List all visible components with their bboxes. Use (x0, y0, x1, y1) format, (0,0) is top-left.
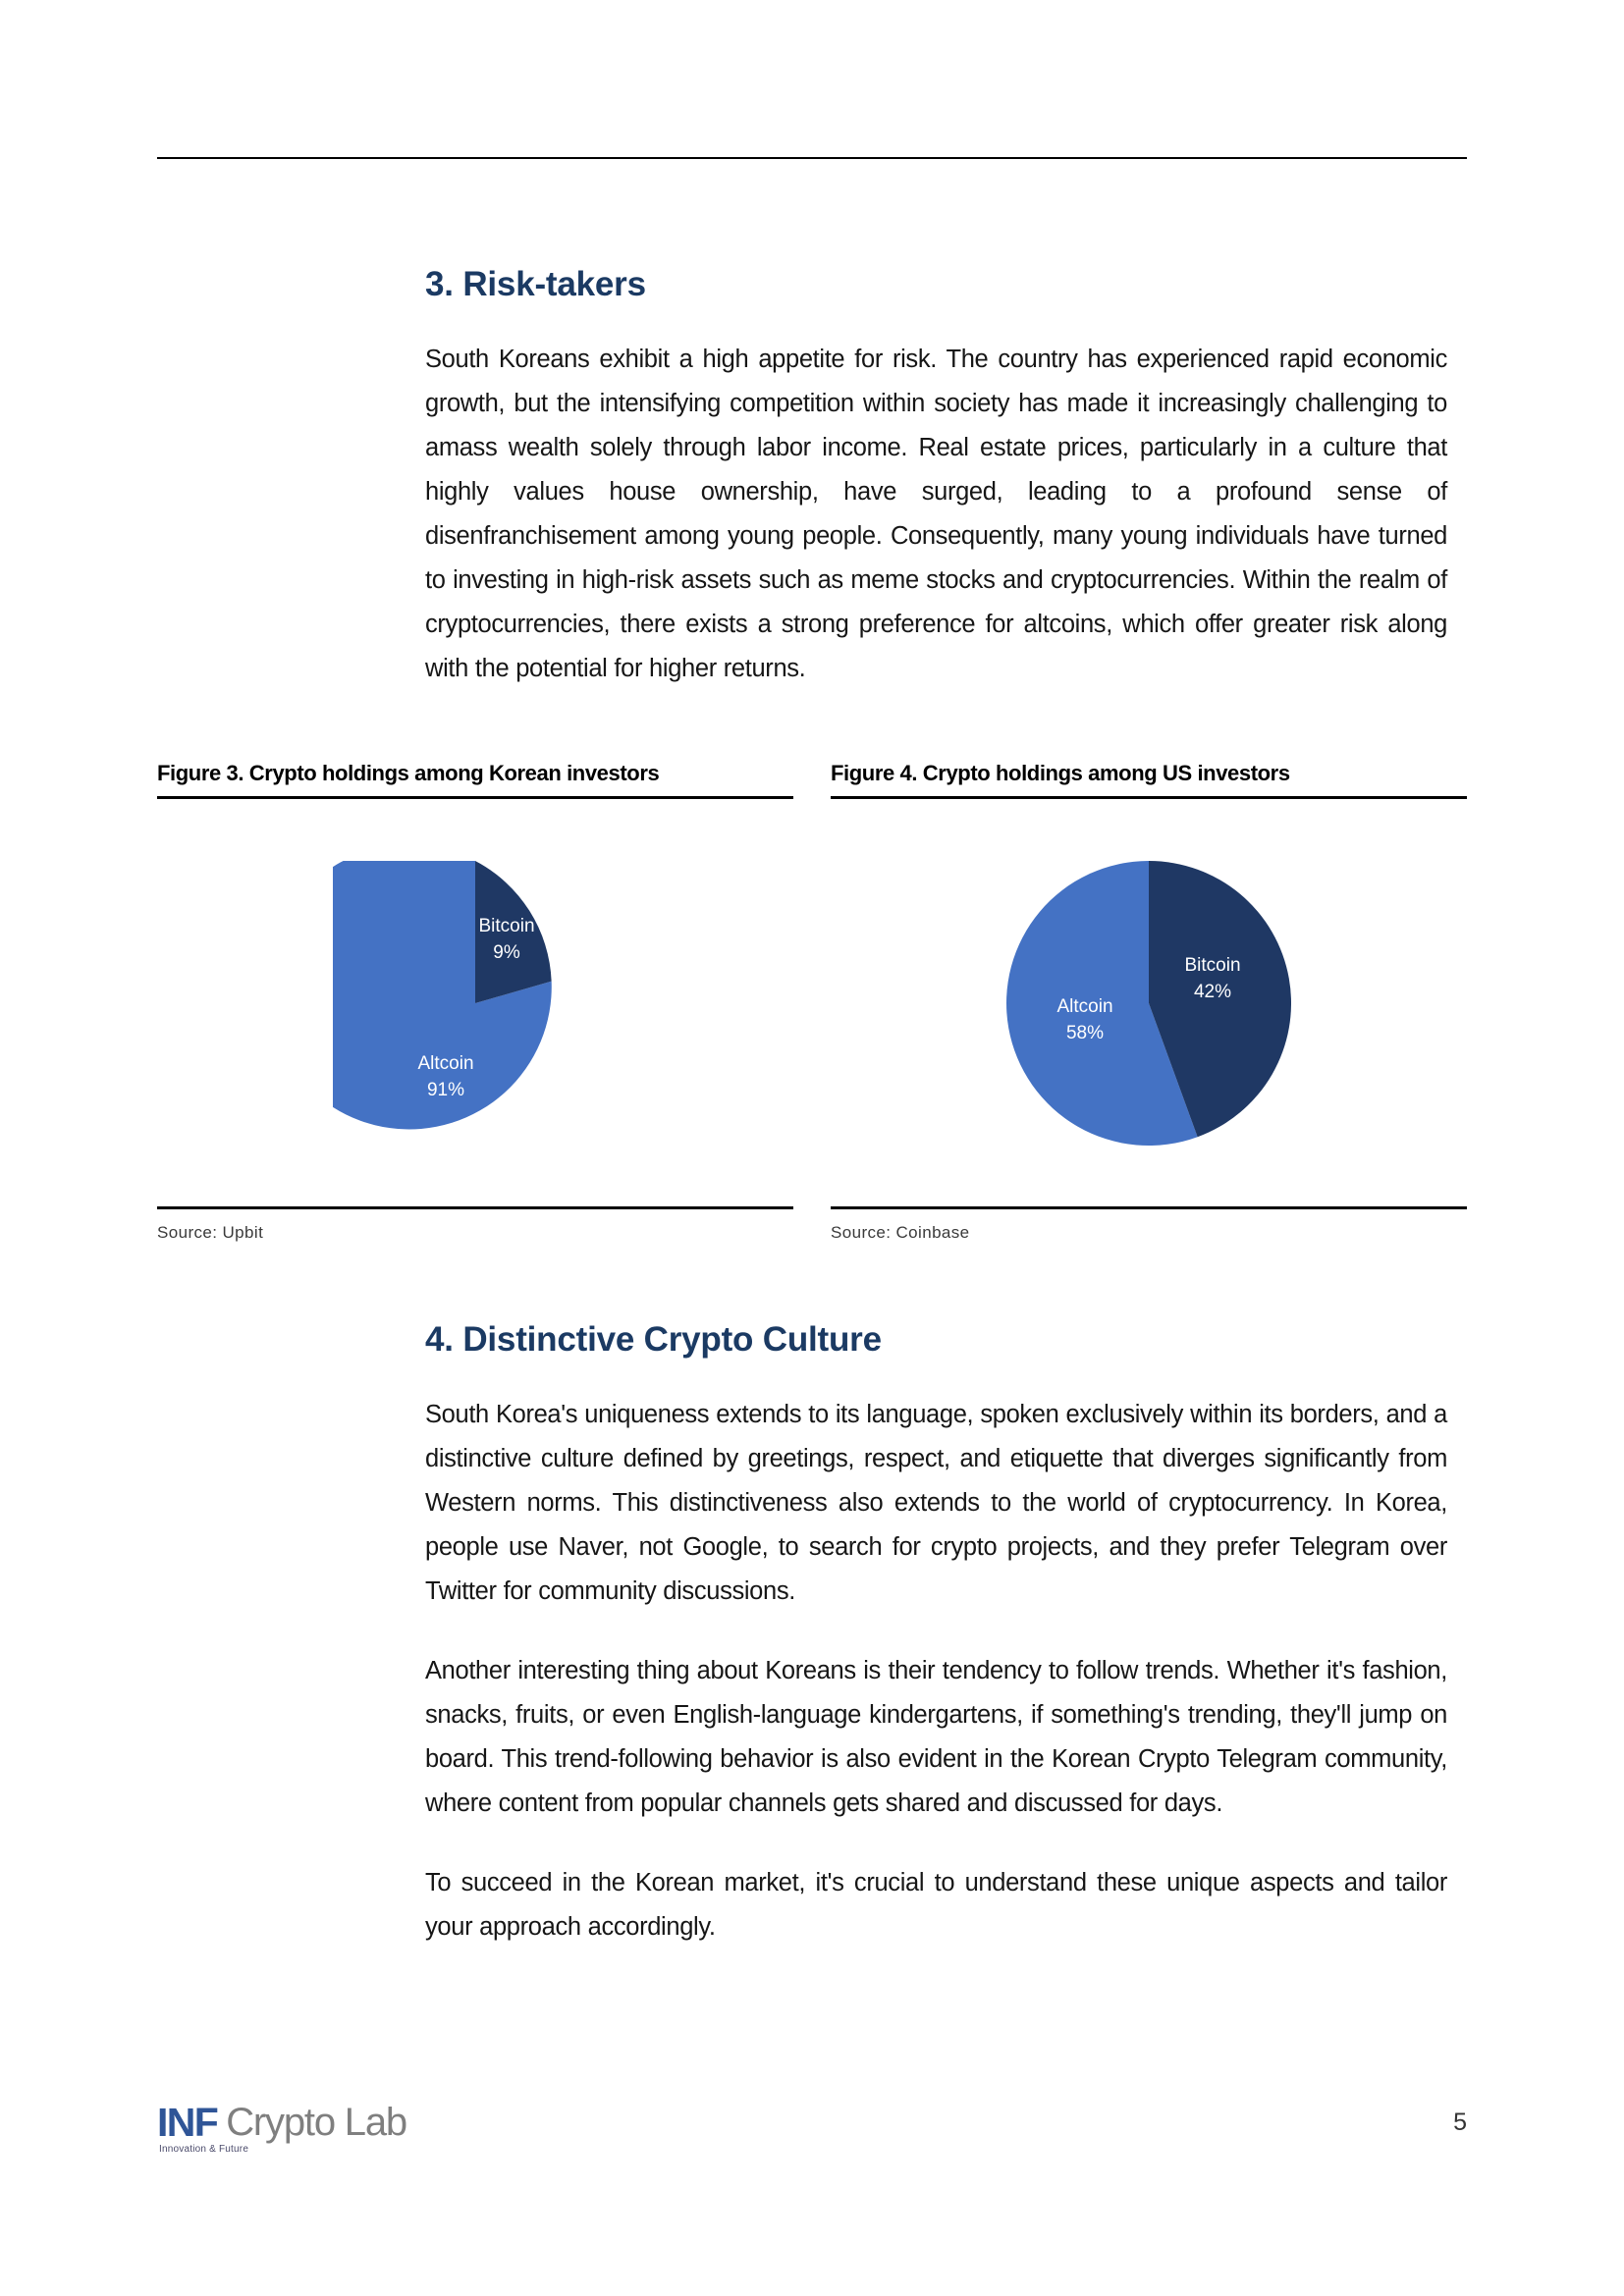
pie-label-altcoin-us-name: Altcoin (1056, 995, 1113, 1017)
logo-inf-text: INF (157, 2100, 218, 2145)
figure-3 (157, 761, 793, 1243)
section-3-number: 3. (425, 265, 454, 303)
pie-slice-bitcoin (475, 861, 552, 1003)
figure-4-chart-area (831, 799, 1467, 1206)
section-3-paragraph-1: South Koreans exhibit a high appetite for risk. The country has experienced rapid economic growth, but the intensifying competition within society has made it increasingly challenging to amass wealth solely through labor income. Real estate prices, particularly in a culture that highly values house ownership, have surged, leading to a profound sense of disenfranchisement among young people. Consequently, many young individuals have turned to investing in high-risk assets such as meme stocks and cryptocurrencies. Within the realm of cryptocurrencies, there exists a strong preference for altcoins, which offer greater risk along with the potential for higher returns. (425, 346, 1447, 682)
pie-chart-korean (333, 861, 618, 1146)
pie-chart-korean-svg (333, 861, 618, 1146)
figure-4-source: Source: Coinbase (831, 1223, 970, 1242)
page-footer (157, 2100, 1467, 2155)
pie-chart-us-svg (1006, 861, 1291, 1146)
figure-4 (831, 761, 1467, 1243)
header-rule (157, 157, 1467, 159)
pie-label-altcoin-korean-value: 91% (426, 1079, 465, 1100)
section-3-heading (157, 265, 1467, 304)
section-4-heading (157, 1320, 1467, 1360)
pie-label-bitcoin-korean-name: Bitcoin (478, 915, 535, 936)
section-4-title: Distinctive Crypto Culture (462, 1320, 882, 1359)
pie-label-bitcoin-us-name: Bitcoin (1184, 954, 1241, 976)
section-3-content (157, 265, 1467, 691)
pie-label-altcoin-korean-name: Altcoin (417, 1052, 474, 1074)
page-number: 5 (1453, 2108, 1467, 2136)
inf-crypto-lab-logo (157, 2100, 406, 2155)
figures-row (157, 761, 1467, 1243)
section-4-paragraph-3: To succeed in the Korean market, it's crucial to understand these unique aspects and tailor your approach accordingly. (425, 1869, 1447, 1941)
pie-chart-us (1006, 861, 1291, 1146)
section-4-paragraph-2: Another interesting thing about Koreans is their tendency to follow trends. Whether it's fashion, snacks, fruits, or even English-language kindergartens, if something's trending, they'll jump on board. This trend-following behavior is also evident in the Korean Crypto Telegram community, where content from popular channels gets shared and discussed for days. (425, 1657, 1447, 1817)
logo-tagline: Innovation & Future (159, 2144, 249, 2155)
section-3-title: Risk-takers (462, 265, 646, 303)
figure-3-caption: Figure 3. Crypto holdings among Korean investors (157, 761, 660, 785)
figure-3-source: Source: Upbit (157, 1223, 264, 1242)
section-4-content (157, 1320, 1467, 1949)
pie-label-bitcoin-us-value: 42% (1193, 981, 1232, 1002)
pie-label-altcoin-us-value: 58% (1065, 1022, 1105, 1043)
section-4-paragraph-1: South Korea's uniqueness extends to its language, spoken exclusively within its borders, and a distinctive culture defined by greetings, respect, and etiquette that diverges significantly from Western norms. This distinctiveness also extends to the world of cryptocurrency. In Korea, people use Naver, not Google, to search for crypto projects, and they prefer Telegram over Twitter for community discussions. (425, 1401, 1447, 1605)
figure-3-chart-area (157, 799, 793, 1206)
section-4-number: 4. (425, 1320, 454, 1359)
pie-label-bitcoin-korean-value: 9% (493, 941, 520, 963)
figure-4-caption: Figure 4. Crypto holdings among US investors (831, 761, 1290, 785)
logo-crypto-lab-text: Crypto Lab (226, 2101, 406, 2144)
